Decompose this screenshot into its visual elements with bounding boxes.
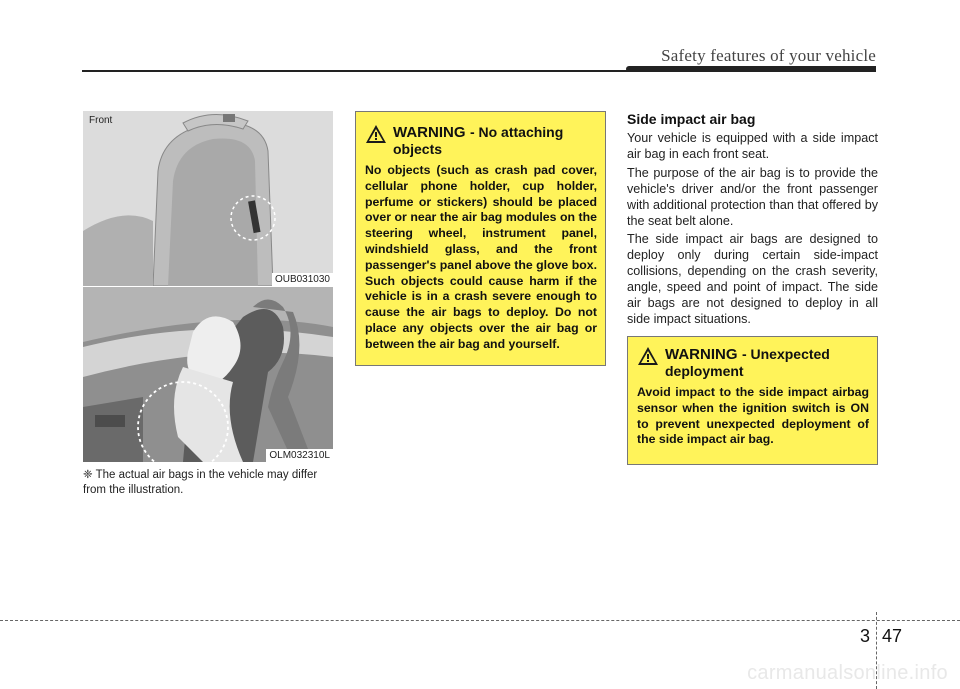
- section-body: [627, 131, 878, 331]
- warning-subtitle: - No attaching objects: [393, 124, 564, 157]
- front-label: Front: [89, 115, 113, 126]
- image-code-top: OUB031030: [272, 273, 333, 286]
- section-paragraph: Your vehicle is equipped with a side impact air bag in each front seat.: [627, 131, 878, 161]
- page-header-title: Safety features of your vehicle: [661, 46, 876, 65]
- header-bar: [626, 66, 876, 72]
- illustration-caption: [83, 468, 338, 498]
- side-airbag-illustration: [83, 287, 333, 462]
- note-symbol: ❈: [83, 469, 93, 481]
- section-title: Side impact air bag: [627, 111, 756, 127]
- warning-body: No objects (such as crash pad cover, cellular phone holder, cup holder, perfume or stickers) should be placed over or near the air bag modules on the steering wheel, instrument panel, windshield glass, and the front passenger's panel above the glove box. Such objects could cause harm if the vehicle is in a crash severe enough to cause the air bags to deploy. Do not place any objects over the air bag or between the air bag and yourself.: [365, 163, 597, 351]
- warning-box-no-attaching-objects: [355, 111, 606, 366]
- warning-body: Avoid impact to the side impact airbag sensor when the ignition switch is ON to prevent unexpected deployment of the side impact air bag.: [637, 385, 869, 447]
- warning-title: [665, 346, 869, 380]
- seat-illustration: [83, 111, 333, 286]
- section-paragraph: The side impact air bags are designed to deploy only during certain side-impact collisions, depending on the crash severity, angle, speed and point of impact. The side air bags are not designed to deploy in all side impact situations.: [627, 232, 878, 326]
- image-code-bottom: OLM032310L: [266, 449, 333, 462]
- caption-text: The actual air bags in the vehicle may differ from the illustration.: [83, 469, 318, 496]
- footer-rule: [0, 620, 960, 621]
- warning-title: [393, 124, 597, 158]
- warning-word: WARNING: [665, 346, 738, 363]
- watermark: carmanualsonline.info: [747, 662, 948, 684]
- chapter-number: 3: [860, 626, 871, 646]
- seat-drawing: [83, 111, 333, 286]
- warning-header: [637, 346, 869, 380]
- section-paragraph: The purpose of the air bag is to provide the vehicle's driver and/or the front passenger with additional protection than that offered by the seat belt alone.: [627, 165, 878, 228]
- warning-header: [365, 124, 597, 158]
- warning-box-unexpected-deployment: [627, 336, 878, 465]
- airbag-drawing: [83, 287, 333, 462]
- warning-word: WARNING: [393, 124, 466, 141]
- warning-triangle-icon: [637, 346, 659, 366]
- warning-triangle-icon: [365, 124, 387, 144]
- page-number: 47: [882, 626, 903, 646]
- warning-subtitle: - Unexpected deployment: [665, 346, 830, 379]
